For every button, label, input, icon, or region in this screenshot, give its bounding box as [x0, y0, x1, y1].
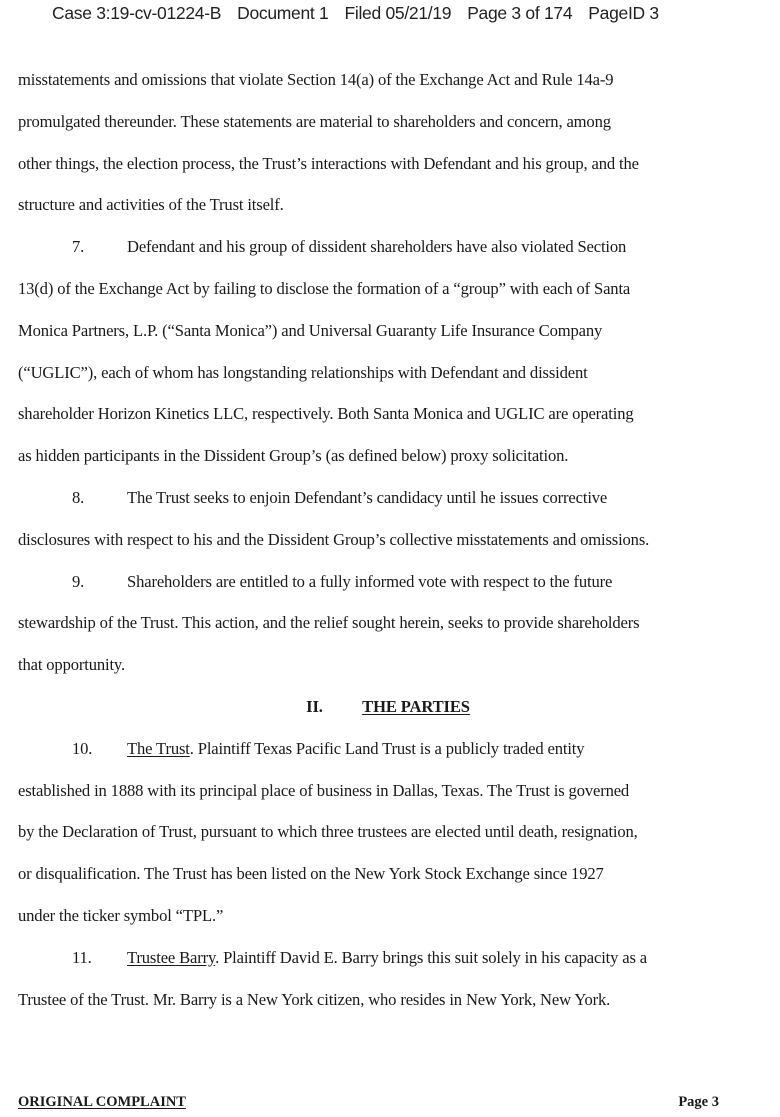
page-id: PageID 3 [588, 3, 659, 23]
text-run: The Trust seeks to enjoin Defendant’s candidacy until he issues corrective [127, 487, 608, 507]
footer-page-number: Page 3 [678, 1094, 719, 1110]
text-line: established in 1888 with its principal place of business in Dallas, Texas. The Trust is governed [18, 780, 630, 800]
text-line: misstatements and omissions that violate Section 14(a) of the Exchange Act and Rule 14a-9 [18, 70, 614, 89]
document-body [18, 70, 738, 1031]
document-number: Document 1 [237, 3, 329, 23]
paragraph-first-line [18, 237, 738, 279]
text-line: (“UGLIC”), each of whom has longstanding relationships with Defendant and dissident [18, 362, 588, 382]
text-line: other things, the election process, the Trust’s interactions with Defendant and his group, and the [18, 153, 639, 173]
paragraph-9 [18, 572, 738, 697]
filed-date: Filed 05/21/19 [344, 3, 452, 23]
text-line: promulgated thereunder. These statements are material to shareholders and concern, among [18, 111, 611, 131]
paragraph-8 [18, 488, 738, 572]
text-run: Defendant and his group of dissident shareholders have also violated Section [127, 237, 627, 257]
paragraph-number: 9. [72, 571, 85, 591]
paragraph-6-continuation [18, 70, 738, 237]
text-run: . Plaintiff David E. Barry brings this suit solely in his capacity as a [215, 947, 648, 967]
section-heading [18, 697, 738, 739]
paragraph-number: 11. [72, 947, 92, 967]
paragraph-first-line [18, 739, 738, 781]
text-line: structure and activities of the Trust itself. [18, 195, 284, 215]
text-line: or disqualification. The Trust has been listed on the New York Stock Exchange since 1927 [18, 864, 604, 884]
paragraph-label: The Trust [127, 738, 190, 758]
section-title: THE PARTIES [362, 696, 470, 716]
text-line: Trustee of the Trust. Mr. Barry is a New York citizen, who resides in New York, New York. [18, 989, 611, 1009]
text-line: by the Declaration of Trust, pursuant to which three trustees are elected until death, resignation, [18, 822, 638, 842]
paragraph-first-line [18, 948, 738, 990]
text-line: as hidden participants in the Dissident Group’s (as defined below) proxy solicitation. [18, 446, 569, 466]
paragraph-first-line [18, 488, 738, 530]
text-line: that opportunity. [18, 655, 125, 675]
footer-document-title: ORIGINAL COMPLAINT [18, 1094, 186, 1110]
court-filing-header [0, 3, 780, 24]
text-line: under the ticker symbol “TPL.” [18, 905, 224, 925]
text-run: Shareholders are entitled to a fully informed vote with respect to the future [127, 571, 613, 591]
case-number: Case 3:19-cv-01224-B [52, 3, 222, 23]
text-line: shareholder Horizon Kinetics LLC, respectively. Both Santa Monica and UGLIC are operating [18, 404, 634, 424]
text-line: stewardship of the Trust. This action, and the relief sought herein, seeks to provide shareholders [18, 613, 640, 633]
text-line: 13(d) of the Exchange Act by failing to disclose the formation of a “group” with each of Santa [18, 278, 631, 298]
paragraph-number: 7. [72, 237, 85, 257]
section-number: II. [306, 696, 323, 716]
paragraph-first-line [18, 572, 738, 614]
text-run: . Plaintiff Texas Pacific Land Trust is a publicly traded entity [189, 738, 585, 758]
paragraph-number: 10. [72, 738, 93, 758]
paragraph-10 [18, 739, 738, 948]
text-line: disclosures with respect to his and the Dissident Group’s collective misstatements and omissions. [18, 529, 650, 549]
paragraph-number: 8. [72, 487, 85, 507]
page-count: Page 3 of 174 [467, 3, 573, 23]
page-footer [18, 1094, 718, 1111]
text-line: Monica Partners, L.P. (“Santa Monica”) and Universal Guaranty Life Insurance Company [18, 320, 603, 340]
paragraph-7 [18, 237, 738, 488]
paragraph-11 [18, 948, 738, 1032]
paragraph-label: Trustee Barry [127, 947, 216, 967]
